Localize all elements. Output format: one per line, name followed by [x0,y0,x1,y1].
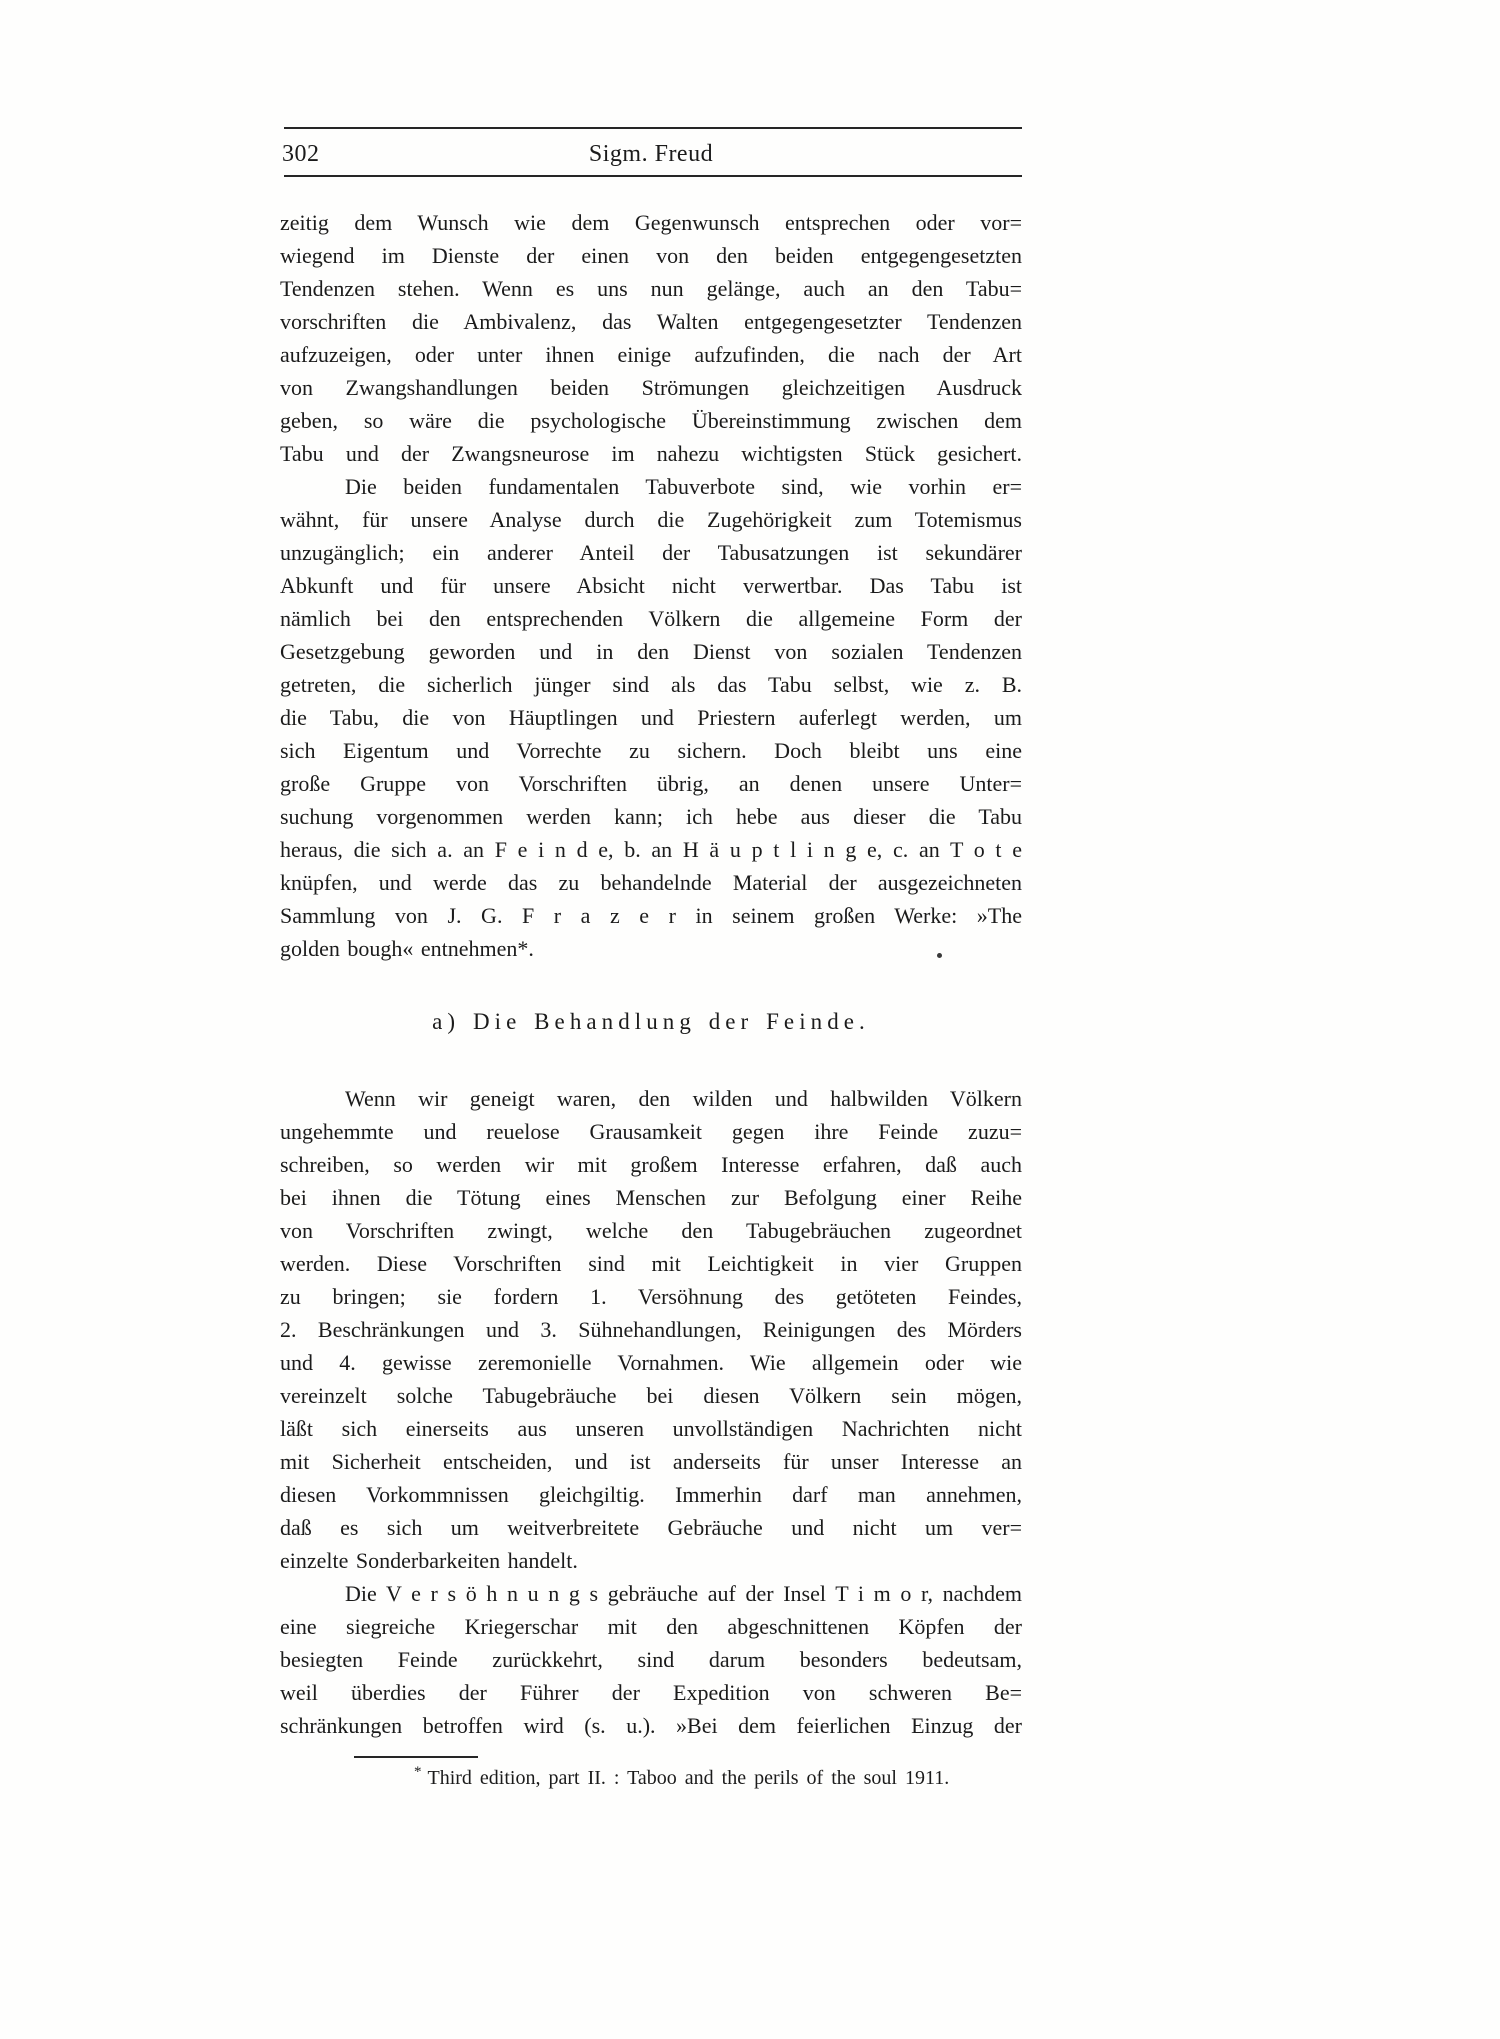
text-line: eine siegreiche Kriegerschar mit den abgeschnittenen Köpfen der [280,1614,1022,1639]
header-rule-bottom [284,175,1022,177]
text-line: schreiben, so werden wir mit großem Interesse erfahren, daß auch [280,1152,1022,1177]
text-line: weil überdies der Führer der Expedition von schweren Be= [280,1680,1022,1705]
text-line: mit Sicherheit entscheiden, und ist anderseits für unser Interesse an [280,1449,1022,1474]
text-line: diesen Vorkommnissen gleichgiltig. Immerhin darf man annehmen, [280,1482,1022,1507]
text-line: Die V e r s ö h n u n g s gebräuche auf der Insel T i m o r, nachdem [345,1581,1022,1606]
text-line: 2. Beschränkungen und 3. Sühnehandlungen, Reinigungen des Mörders [280,1317,1022,1342]
text-line: Gesetzgebung geworden und in den Dienst von sozialen Tendenzen [280,639,1022,664]
text-line: ungehemmte und reuelose Grausamkeit gegen ihre Feinde zuzu= [280,1119,1022,1144]
paragraph [280,206,1022,470]
text-line: die Tabu, die von Häuptlingen und Priestern auferlegt werden, um [280,705,1022,730]
text-line: aufzuzeigen, oder unter ihnen einige aufzufinden, die nach der Art [280,342,1022,367]
text-line: Sammlung von J. G. F r a z e r in seinem großen Werke: »The [280,903,1022,928]
text-line: daß es sich um weitverbreitete Gebräuche und nicht um ver= [280,1515,1022,1540]
text-line: große Gruppe von Vorschriften übrig, an denen unsere Unter= [280,771,1022,796]
running-title: Sigm. Freud [588,141,714,167]
footnote [280,1763,1022,1793]
footnote-text: Third edition, part II. : Taboo and the perils of the soul 1911. [427,1767,950,1789]
text-line: zeitig dem Wunsch wie dem Gegenwunsch entsprechen oder vor= [280,210,1022,235]
text-line: besiegten Feinde zurückkehrt, sind darum besonders bedeutsam, [280,1647,1022,1672]
text-line: von Zwangshandlungen beiden Strömungen gleichzeitigen Ausdruck [280,375,1022,400]
paragraph [280,470,1022,965]
text-line: zu bringen; sie fordern 1. Versöhnung des getöteten Feindes, [280,1284,1022,1309]
text-line: bei ihnen die Tötung eines Menschen zur Befolgung einer Reihe [280,1185,1022,1210]
page-header [280,140,1022,168]
header-rule-top [284,127,1022,129]
text-line: knüpfen, und werde das zu behandelnde Material der ausgezeichneten [280,870,1022,895]
text-line: einzelte Sonderbarkeiten handelt. [280,1548,578,1573]
text-line: vereinzelt solche Tabugebräuche bei diesen Völkern sein mögen, [280,1383,1022,1408]
section-heading: a) Die Behandlung der Feinde. [432,1009,870,1034]
text-line: Wenn wir geneigt waren, den wilden und halbwilden Völkern [345,1086,1022,1111]
text-line: suchung vorgenommen werden kann; ich hebe aus dieser die Tabu [280,804,1022,829]
text-line: Abkunft und für unsere Absicht nicht verwertbar. Das Tabu ist [280,573,1022,598]
text-line: Die beiden fundamentalen Tabuverbote sind, wie vorhin er= [345,474,1022,499]
text-line: Tendenzen stehen. Wenn es uns nun gelänge, auch an den Tabu= [280,276,1022,301]
text-line: vorschriften die Ambivalenz, das Walten entgegengesetzter Tendenzen [280,309,1022,334]
page-content [280,0,1022,2039]
text-line: werden. Diese Vorschriften sind mit Leichtigkeit in vier Gruppen [280,1251,1022,1276]
page-number: 302 [282,141,320,167]
text-line: heraus, die sich a. an F e i n d e, b. an H ä u p t l i n g e, c. an T o t e [280,837,1022,862]
text-line: geben, so wäre die psychologische Übereinstimmung zwischen dem [280,408,1022,433]
text-line: wiegend im Dienste der einen von den beiden entgegengesetzten [280,243,1022,268]
text-line: getreten, die sicherlich jünger sind als das Tabu selbst, wie z. B. [280,672,1022,697]
text-line: nämlich bei den entsprechenden Völkern die allgemeine Form der [280,606,1022,631]
paragraph [280,1577,1022,1742]
text-line: und 4. gewisse zeremonielle Vornahmen. Wie allgemein oder wie [280,1350,1022,1375]
page-body-text [280,206,1022,1742]
text-line: wähnt, für unsere Analyse durch die Zugehörigkeit zum Totemismus [280,507,1022,532]
text-line: golden bough« entnehmen*. [280,936,534,961]
footnote-marker: * [414,1764,422,1781]
stray-mark [937,953,942,958]
text-line: unzugänglich; ein anderer Anteil der Tabusatzungen ist sekundärer [280,540,1022,565]
text-line: von Vorschriften zwingt, welche den Tabugebräuchen zugeordnet [280,1218,1022,1243]
text-line: Tabu und der Zwangsneurose im nahezu wichtigsten Stück gesichert. [280,441,1022,466]
text-line: schränkungen betroffen wird (s. u.). »Bei dem feierlichen Einzug der [280,1713,1022,1738]
text-line: sich Eigentum und Vorrechte zu sichern. Doch bleibt uns eine [280,738,1022,763]
text-line: läßt sich einerseits aus unseren unvollständigen Nachrichten nicht [280,1416,1022,1441]
paragraph [280,1082,1022,1577]
footnote-rule [354,1756,478,1758]
